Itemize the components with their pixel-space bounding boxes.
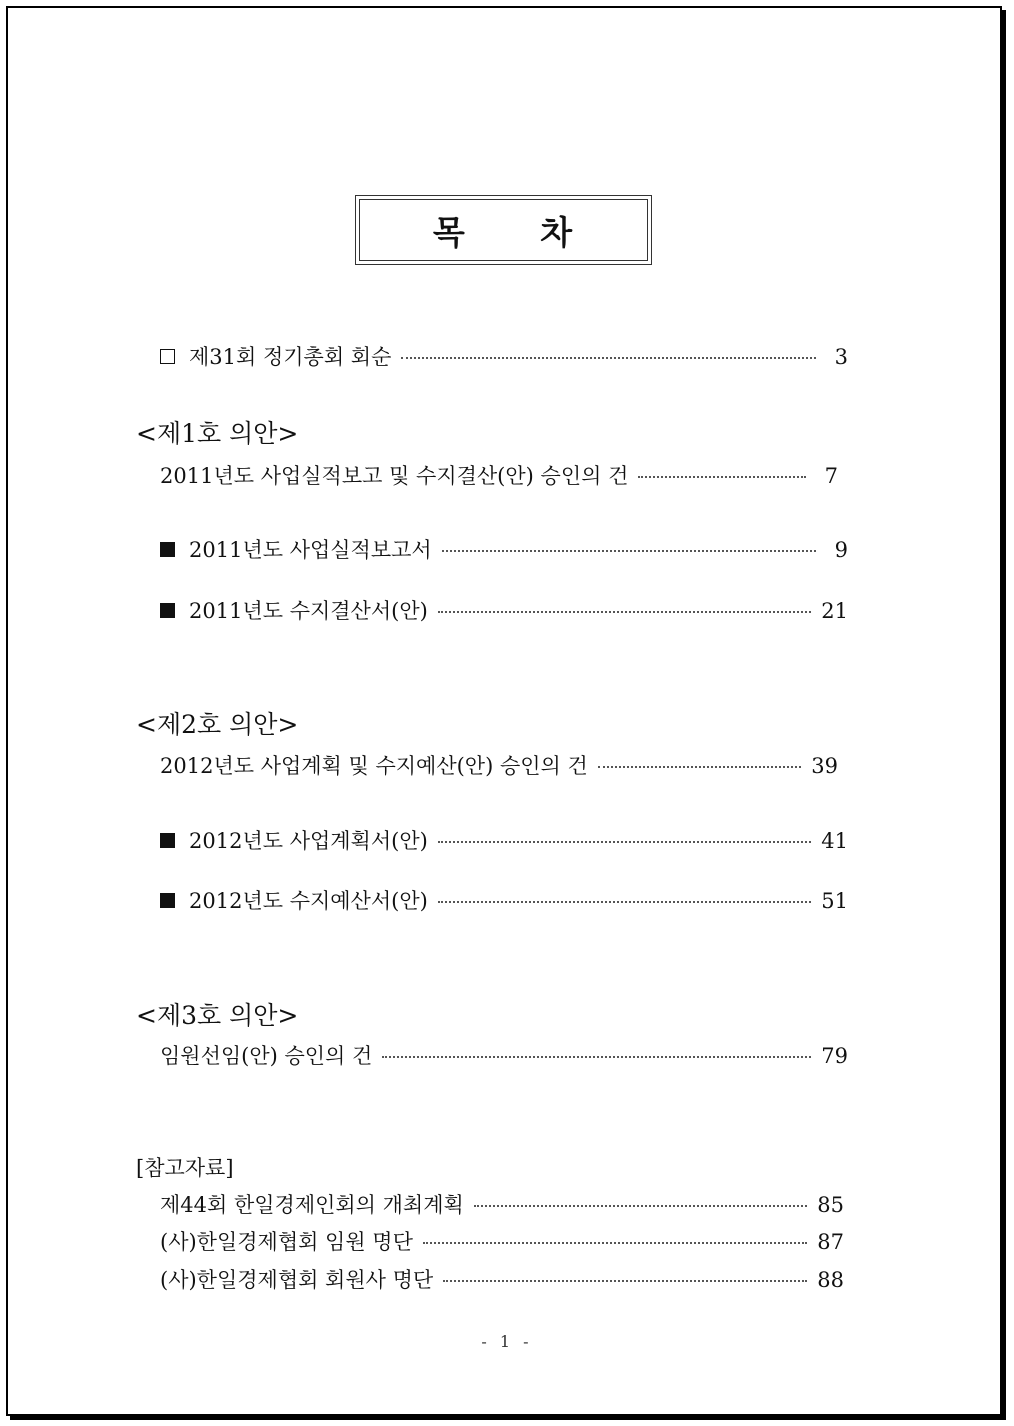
toc-page-number: 87 xyxy=(817,1230,844,1254)
agenda-1-heading: <제1호 의안> xyxy=(136,419,299,448)
toc-entry-label: 2011년도 수지결산서(안) xyxy=(189,599,428,623)
toc-entry-agenda-1-item-1[interactable] xyxy=(160,534,848,564)
dot-leader xyxy=(423,1242,807,1244)
toc-entry-intro[interactable] xyxy=(160,341,848,371)
toc-entry-reference-1[interactable] xyxy=(160,1189,844,1219)
dot-leader xyxy=(401,357,816,359)
toc-page-number: 39 xyxy=(811,754,838,778)
toc-entry-label: 임원선임(안) 승인의 건 xyxy=(160,1044,373,1068)
dot-leader xyxy=(438,901,811,903)
page-footer-number: - 1 - xyxy=(481,1332,533,1351)
dot-leader xyxy=(442,550,816,552)
dot-leader xyxy=(443,1280,807,1282)
dot-leader xyxy=(598,766,801,768)
toc-page-number: 51 xyxy=(821,889,848,913)
toc-page-number: 88 xyxy=(817,1268,844,1292)
filled-square-icon xyxy=(160,603,175,618)
page-title: 목 차 xyxy=(432,212,575,252)
toc-page-number: 79 xyxy=(821,1044,848,1068)
title-box xyxy=(355,195,652,265)
toc-entry-agenda-3-main[interactable] xyxy=(160,1040,848,1070)
filled-square-icon xyxy=(160,833,175,848)
toc-entry-label: 2011년도 사업실적보고 및 수지결산(안) 승인의 건 xyxy=(160,464,629,488)
dot-leader xyxy=(638,476,806,478)
toc-entry-label: 제44회 한일경제인회의 개최계획 xyxy=(160,1193,464,1217)
dot-leader xyxy=(438,611,811,613)
toc-page-number: 9 xyxy=(834,538,848,562)
toc-entry-reference-2[interactable] xyxy=(160,1226,844,1256)
toc-entry-agenda-2-item-1[interactable] xyxy=(160,825,848,855)
toc-entry-agenda-1-item-2[interactable] xyxy=(160,595,848,625)
empty-square-icon xyxy=(160,349,175,364)
toc-entry-label: (사)한일경제협회 임원 명단 xyxy=(160,1230,413,1254)
agenda-3-heading: <제3호 의안> xyxy=(136,1001,299,1030)
toc-entry-agenda-2-main[interactable] xyxy=(160,750,838,780)
filled-square-icon xyxy=(160,893,175,908)
toc-entry-label: (사)한일경제협회 회원사 명단 xyxy=(160,1268,434,1292)
dot-leader xyxy=(382,1056,811,1058)
toc-entry-label: 2012년도 수지예산서(안) xyxy=(189,889,428,913)
toc-page-number: 3 xyxy=(834,345,848,369)
toc-entry-reference-3[interactable] xyxy=(160,1264,844,1294)
toc-entry-label: 2012년도 사업계획서(안) xyxy=(189,829,428,853)
toc-page-number: 7 xyxy=(824,464,838,488)
toc-page-number: 85 xyxy=(817,1193,844,1217)
toc-entry-label: 제31회 정기총회 회순 xyxy=(189,345,392,369)
agenda-2-heading: <제2호 의안> xyxy=(136,710,299,739)
toc-entry-agenda-1-main[interactable] xyxy=(160,460,838,490)
filled-square-icon xyxy=(160,542,175,557)
reference-heading: [참고자료] xyxy=(136,1156,234,1180)
title-inner-frame xyxy=(359,199,648,261)
toc-page-number: 41 xyxy=(821,829,848,853)
toc-entry-label: 2012년도 사업계획 및 수지예산(안) 승인의 건 xyxy=(160,754,588,778)
toc-entry-agenda-2-item-2[interactable] xyxy=(160,885,848,915)
dot-leader xyxy=(438,841,811,843)
dot-leader xyxy=(474,1205,807,1207)
toc-entry-label: 2011년도 사업실적보고서 xyxy=(189,538,432,562)
toc-page-number: 21 xyxy=(821,599,848,623)
